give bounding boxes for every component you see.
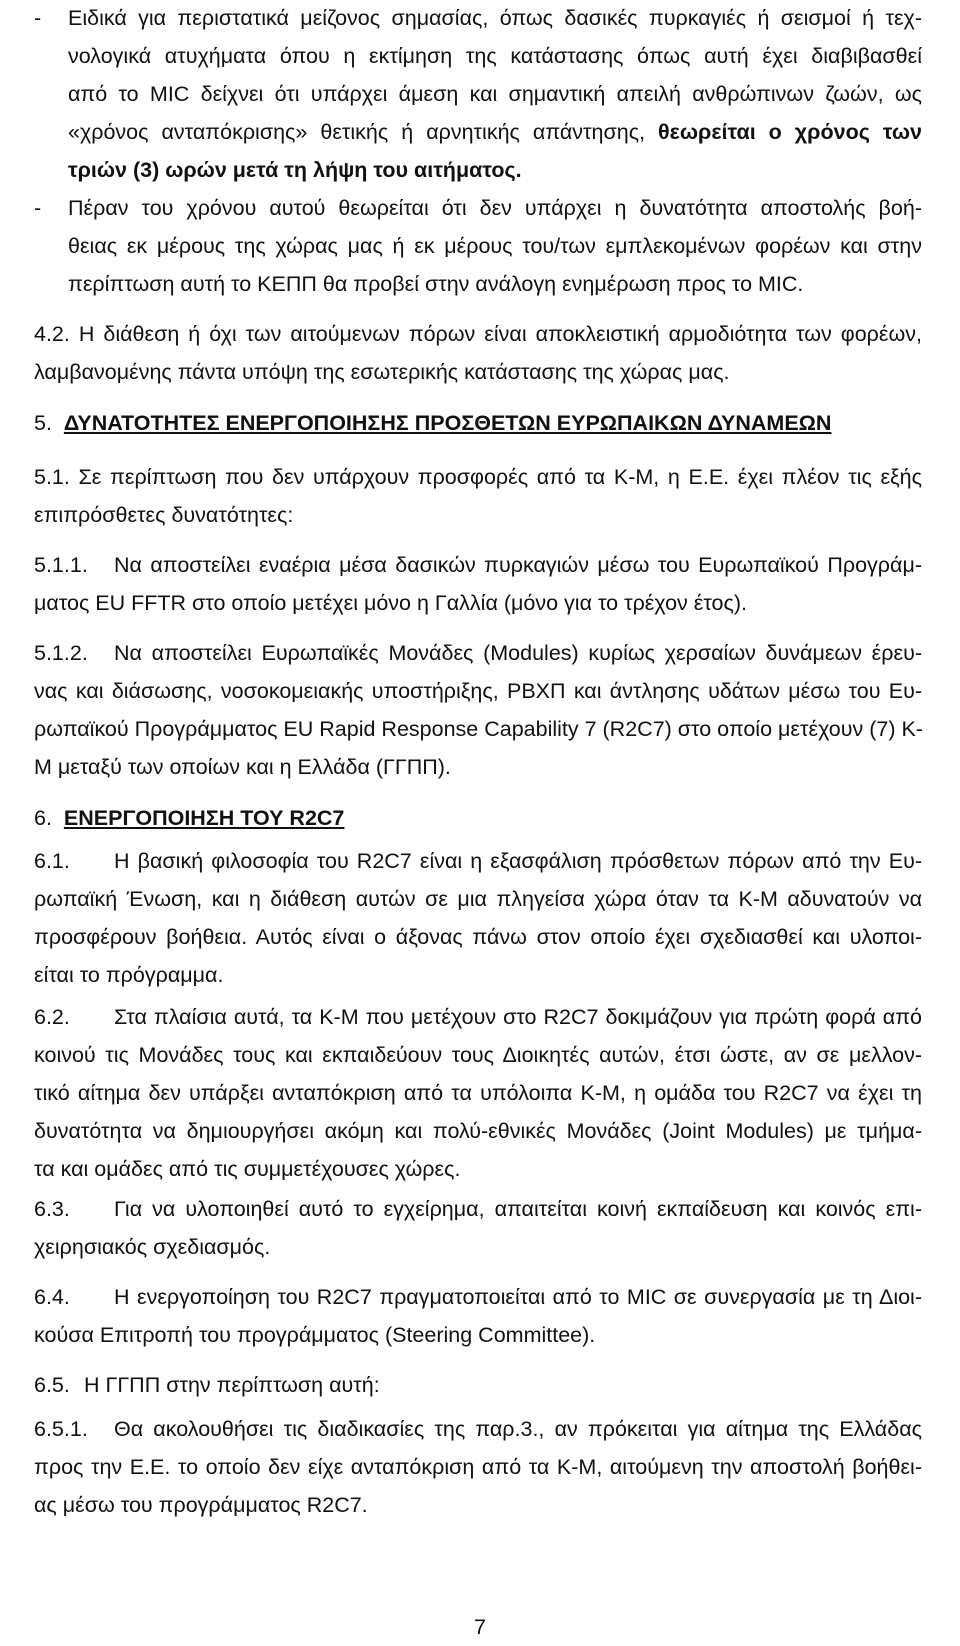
text-line: ρωπαϊκή Ένωση, και η διάθεση αυτών σε μια πληγείσα χώρα όταν τα Κ-Μ αδυνατούν να [34,887,922,911]
paragraph-number: 5.1.2. [34,641,88,665]
paragraph-number: 6.4. [34,1285,70,1309]
text-line: Ειδικά για περιστατικά μείζονος σημασίας, όπως δασικές πυρκαγιές ή σεισμοί ή τεχ- [68,6,922,30]
text-line-mixed [68,114,922,150]
text-line: Να αποστείλει Ευρωπαϊκές Μονάδες (Modules) κυρίως χερσαίων δυνάμεων έρευ- [114,641,922,665]
text-line: δυνατότητα να δημιουργήσει ακόμη και πολύ-εθνικές Μονάδες (Joint Modules) με τμήμα- [34,1119,922,1143]
text-line: ας μέσω του προγράμματος R2C7. [34,1493,368,1517]
paragraph-number: 6.5.1. [34,1417,88,1441]
text-line: Πέραν του χρόνου αυτού θεωρείται ότι δεν υπάρχει η δυνατότητα αποστολής βοή- [68,196,922,220]
text-line: 5.1. Σε περίπτωση που δεν υπάρχουν προσφορές από τα Κ-Μ, η Ε.Ε. έχει πλέον τις εξής [34,465,922,489]
text-line: από το MIC δείχνει ότι υπάρχει άμεση και σημαντική απειλή ανθρώπινων ζωών, ως [68,82,922,106]
paragraph-number: 5.1.1. [34,553,88,577]
text-line: νολογικά ατυχήματα όπου η εκτίμηση της κατάστασης όπως αυτή έχει διαβιβασθεί [68,44,922,68]
bold-line [68,152,922,188]
paragraph-number: 6.2. [34,1005,70,1029]
heading-line [34,405,922,441]
page-number: 7 [474,1615,486,1639]
text-line: Μ μεταξύ των οποίων και η Ελλάδα (ΓΓΠΠ). [34,755,451,779]
text-line: προσφέρουν βοήθεια. Αυτός είναι ο άξονας πάνω στον οποίο έχει σχεδιασθεί και υλοποι- [34,925,922,949]
text-line: Να αποστείλει εναέρια μέσα δασικών πυρκαγιών μέσω του Ευρωπαϊκού Προγράμ- [114,553,922,577]
text-line: τικό αίτημα δεν υπάρξει ανταπόκριση από τα υπόλοιπα Κ-Μ, η ομάδα του R2C7 να έχει τη [34,1081,922,1105]
text-line: κοινού τις Μονάδες τους και εκπαιδεύουν τους Διοικητές αυτών, έτσι ώστε, αν σε μελλον- [34,1043,922,1067]
text-line: Στα πλαίσια αυτά, τα Κ-Μ που μετέχουν στο R2C7 δοκιμάζουν για πρώτη φορά από [114,1005,922,1029]
bullet-dash: - [34,196,42,220]
paragraph-number: 6.3. [34,1197,70,1221]
text-line: περίπτωση αυτή το ΚΕΠΠ θα προβεί στην ανάλογη ενημέρωση προς το MIC. [68,272,804,296]
bullet-dash: - [34,6,42,30]
text-line: κούσα Επιτροπή του προγράμματος (Steering Committee). [34,1323,596,1347]
text-line: 4.2. Η διάθεση ή όχι των αιτούμενων πόρων είναι αποκλειστική αρμοδιότητα των φορέων, [34,322,922,346]
text-line: τα και ομάδες από τις συμμετέχουσες χώρες. [34,1157,461,1181]
text-line: Η ΓΓΠΠ στην περίπτωση αυτή: [84,1373,380,1397]
text-line: λαμβανομένης πάντα υπόψη της εσωτερικής κατάστασης της χώρας μας. [34,360,730,384]
text-line: Θα ακολουθήσει τις διαδικασίες της παρ.3., αν πρόκειται για αίτημα της Ελλάδας [114,1417,922,1441]
text-line: προς την Ε.Ε. το οποίο δεν είχε ανταπόκριση από τα Κ-Μ, αιτούμενη την αποστολή βοήθει- [34,1455,922,1479]
paragraph-number: 6.5. [34,1373,70,1397]
text-line: Για να υλοποιηθεί αυτό το εγχείρημα, απαιτείται κοινή εκπαίδευση και κοινός επι- [114,1197,922,1221]
text-span: «χρόνος ανταπόκρισης» θετικής ή αρνητικής απάντησης, [68,120,659,144]
bold-text: θεωρείται ο χρόνος των [658,120,922,144]
section-title: ΕΝΕΡΓΟΠΟΙΗΣΗ ΤΟΥ R2C7 [63,806,345,830]
text-line: είται το πρόγραμμα. [34,963,224,987]
section-title: ΔΥΝΑΤΟΤΗΤΕΣ ΕΝΕΡΓΟΠΟΙΗΣΗΣ ΠΡΟΣΘΕΤΩΝ ΕΥΡΩΠΑΙΚΩΝ ΔΥΝΑΜΕΩΝ [63,411,832,435]
section-number: 5. [34,411,52,435]
section-number: 6. [34,806,52,830]
paragraph-number: 6.1. [34,849,70,873]
text-line: θειας εκ μέρους της χώρας μας ή εκ μέρους του/των εμπλεκομένων φορέων και στην [68,234,922,258]
text-line: χειρησιακός σχεδιασμός. [34,1235,271,1259]
text-line: ρωπαϊκού Προγράμματος EU Rapid Response Capability 7 (R2C7) στο οποίο μετέχουν (7) Κ- [34,717,923,741]
text-line: ματος EU FFTR στο οποίο μετέχει μόνο η Γαλλία (μόνο για το τρέχον έτος). [34,591,748,615]
text-line: Η βασική φιλοσοφία του R2C7 είναι η εξασφάλιση πρόσθετων πόρων από την Ευ- [114,849,922,873]
text-line: νας και διάσωσης, νοσοκομειακής υποστήριξης, ΡΒΧΠ και άντλησης υδάτων μέσω του Ευ- [34,679,922,703]
text-line: Η ενεργοποίηση του R2C7 πραγματοποιείται από το MIC σε συνεργασία με τη Διοι- [114,1285,922,1309]
text-line: επιπρόσθετες δυνατότητες: [34,503,294,527]
bold-text: τριών (3) ωρών μετά τη λήψη του αιτήματος. [68,158,522,182]
heading-line [34,800,922,836]
